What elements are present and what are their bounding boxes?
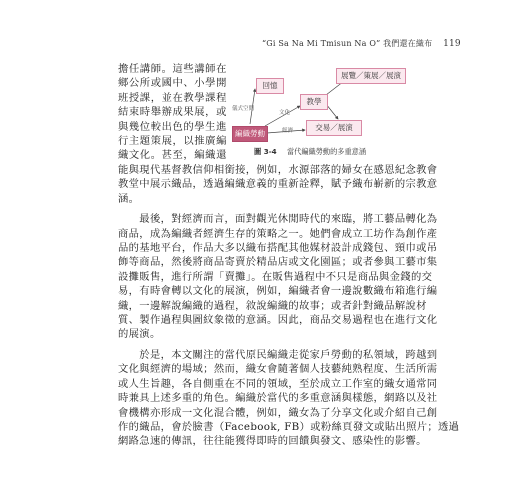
node-teaching: 教學: [300, 94, 328, 110]
text-line: 涵。: [118, 192, 140, 205]
node-exhibition: 展覽／策展／展演: [336, 68, 406, 84]
text-line: 的展演。: [118, 328, 161, 341]
text-line: 商品，成為編織者經濟生存的策略之一。她們會成立工坊作為創作產: [118, 227, 438, 240]
text-line: 時兼具上述多重的角色。編織於當代的多重意涵與樣態，網路以及社: [118, 392, 438, 405]
page-number: 119: [443, 39, 461, 49]
text-line: 班授課，並在教學課程: [118, 91, 227, 104]
text-line: 品的基地平台，作品大多以織布搭配其他媒材設計成錢包、頸巾或吊: [118, 242, 438, 255]
text-line: 織文化。甚至，編織還: [118, 149, 227, 162]
edge-label-ritual: 儀式空間: [232, 106, 255, 112]
text-line: 或人生旨趣，各自側重在不同的領域，至於成立工作室的織女通常同: [118, 377, 438, 390]
caption-number: 圖 3-4: [254, 147, 277, 156]
figure-diagram: [230, 66, 430, 176]
text-line: 能與現代基督教信仰相銜接，例如，水源部落的婦女在感恩紀念教會: [118, 164, 438, 176]
figure-caption: [254, 147, 434, 157]
node-memory: 回憶: [256, 78, 284, 94]
text-line: 易，有時會轉以文化的展演，例如，編織者會一邊說數織布箱進行編: [118, 285, 438, 298]
text-line: 最後，對經濟而言，面對觀光休閒時代的來臨，將工藝品轉化為: [118, 213, 438, 226]
text-line: 作的織品，會於臉書（Facebook, FB）或粉絲頁發文或貼出照片；透過: [118, 420, 460, 433]
body-paragraphs: [118, 163, 460, 449]
node-trade: 交易／展演: [306, 120, 362, 136]
text-line: 擔任講師。這些講師在: [118, 63, 227, 75]
text-line: 於是，本文關注的當代原民編織走從家戶勞動的私領域，跨越到: [118, 348, 438, 361]
node-weaving-labor: 編織勞動: [232, 126, 268, 142]
text-line: 行主題策展，以推廣編: [118, 135, 227, 148]
text-line: 飾等商品，然後將商品寄賣於精品店或文化園區；或者參與工藝市集: [118, 256, 438, 269]
text-line: 設攤販售，進行所謂「賣攤」。在販售過程中不只是商品與金錢的交: [118, 270, 433, 283]
running-title: “Gi Sa Na Mi Tmisun Na O” 我們還在織布: [262, 39, 433, 48]
running-header: [262, 38, 461, 49]
edge-label-culture: 文化: [279, 110, 291, 116]
text-line: 與幾位較出色的學生進: [118, 120, 227, 133]
text-line: 會機構亦形成一文化混合體，例如，織女為了分享文化或介紹自己創: [118, 406, 438, 419]
wrapped-paragraph: [118, 62, 227, 163]
text-line: 網路急速的傳訊，往往能獲得即時的回饋與發文、感染性的影響。: [118, 435, 427, 448]
edge-label-economy: 經濟: [282, 128, 294, 134]
text-line: 教堂中展示織品，透過編織意義的重新詮釋，賦予織布嶄新的宗教意: [118, 178, 438, 191]
text-line: 鄉公所或國中、小學開: [118, 77, 227, 90]
text-line: 文化與經濟的場域；然而，織女會隨著個人技藝純熟程度、生活所需: [118, 363, 438, 376]
text-line: 質、製作過程與圖紋象徵的意涵。因此，商品交易過程也在進行文化: [118, 314, 438, 327]
caption-text: 當代編織勞動的多重意涵: [286, 147, 367, 156]
text-line: 結束時舉辦成果展，或: [118, 106, 227, 119]
text-line: 織，一邊解說編織的過程，敘說編織的故事；或者針對織品解說材: [118, 299, 427, 312]
